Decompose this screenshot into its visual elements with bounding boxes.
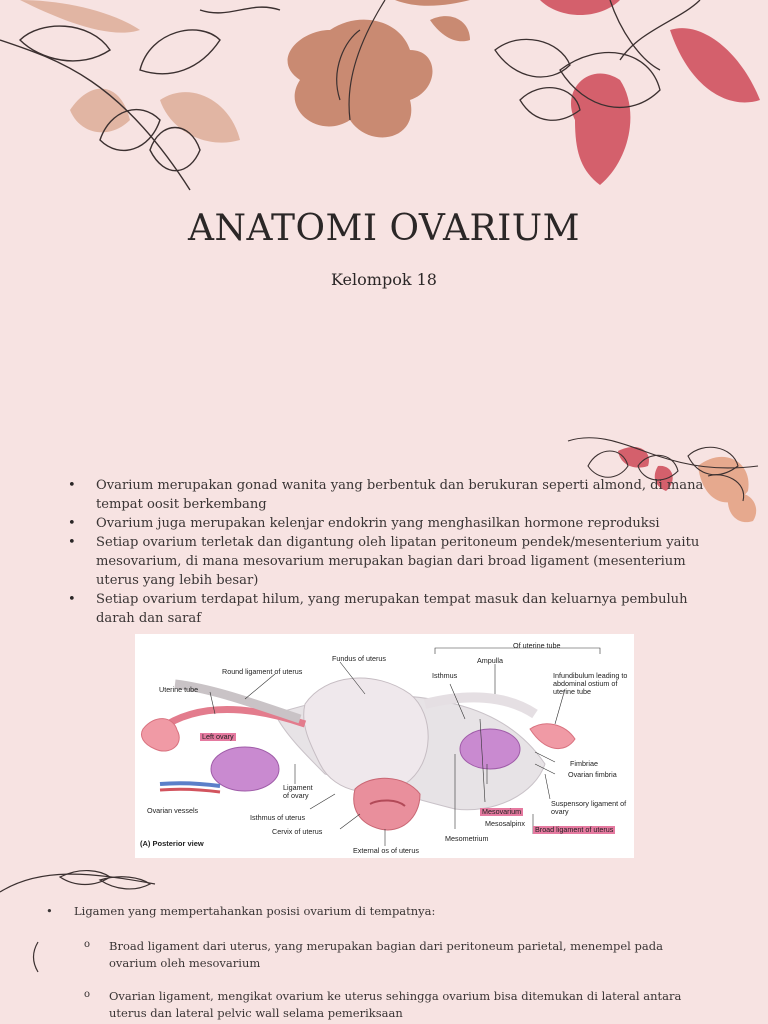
label-left-ovary: Left ovary xyxy=(202,732,234,741)
sub-list-item xyxy=(84,938,714,971)
label-isthmus: Isthmus xyxy=(432,671,458,680)
rose-leaf-icon xyxy=(540,0,760,185)
floral-decoration-top xyxy=(0,0,768,200)
sub-list-item-text: o Broad ligament dari uterus, yang merupakan bagian dari peritoneum parietal, menempel pada ovarium oleh mesovarium xyxy=(109,939,663,970)
label-external-os: External os of uterus xyxy=(353,846,419,855)
label-fimbriae: Fimbriae xyxy=(570,759,598,768)
bullet-list xyxy=(64,476,704,628)
label-isthmus-of-uterus: Isthmus of uterus xyxy=(250,813,306,822)
label-cervix: Cervix of uterus xyxy=(272,827,323,836)
sub-list-item xyxy=(84,988,714,1021)
label-infundibulum: Infundibulum leading to abdominal ostium of uterine tube xyxy=(553,671,628,696)
label-of-uterine-tube: Of uterine tube xyxy=(513,641,561,650)
label-ovarian-vessels: Ovarian vessels xyxy=(147,806,199,815)
slide-title: ANATOMI OVARIUM xyxy=(187,208,581,249)
label-ampulla: Ampulla xyxy=(477,656,503,665)
label-uterine-tube: Uterine tube xyxy=(159,685,199,694)
slide-subtitle: Kelompok 18 xyxy=(331,270,437,289)
label-mesosalpinx: Mesosalpinx xyxy=(485,819,525,828)
sub-list-item-text: o Ovarian ligament, mengikat ovarium ke uterus sehingga ovarium bisa ditemukan di lateral antara uterus dan lateral pelvic wall selama pemeriksaan xyxy=(109,989,682,1020)
bullet-item: • Ovarium juga merupakan kelenjar endokrin yang menghasilkan hormone reproduksi xyxy=(64,514,704,533)
flower-icon xyxy=(288,0,470,137)
figure-caption: (A) Posterior view xyxy=(140,839,204,848)
label-ovarian-fimbria: Ovarian fimbria xyxy=(568,770,617,779)
bullet-item: • Ovarium merupakan gonad wanita yang berbentuk dan berukuran seperti almond, di mana tempat oosit berkembang xyxy=(64,476,704,514)
ovary-anatomy-figure xyxy=(135,634,634,858)
label-round-ligament: Round ligament of uterus xyxy=(222,667,303,676)
label-suspensory-ligament: Suspensory ligament of ovary xyxy=(551,799,627,816)
ligament-heading-text: • Ligamen yang mempertahankan posisi ovarium di tempatnya: xyxy=(74,904,436,918)
label-ligament-of-ovary: Ligament of ovary xyxy=(283,783,313,800)
label-fundus: Fundus of uterus xyxy=(332,654,386,663)
label-mesovarium: Mesovarium xyxy=(482,807,522,816)
ligament-section-heading xyxy=(46,904,736,919)
bullet-item: • Setiap ovarium terdapat hilum, yang merupakan tempat masuk dan keluarnya pembuluh darah dan saraf xyxy=(64,590,704,628)
label-mesometrium: Mesometrium xyxy=(445,834,489,843)
leaf-icon xyxy=(20,0,240,143)
bullet-item: • Setiap ovarium terletak dan digantung oleh lipatan peritoneum pendek/mesenterium yaitu mesovarium, di mana mesovarium merupakan bagian dari broad ligament (mesenterium uterus yang lebih besar) xyxy=(64,533,704,590)
label-broad-ligament: Broad ligament of uterus xyxy=(535,825,614,834)
